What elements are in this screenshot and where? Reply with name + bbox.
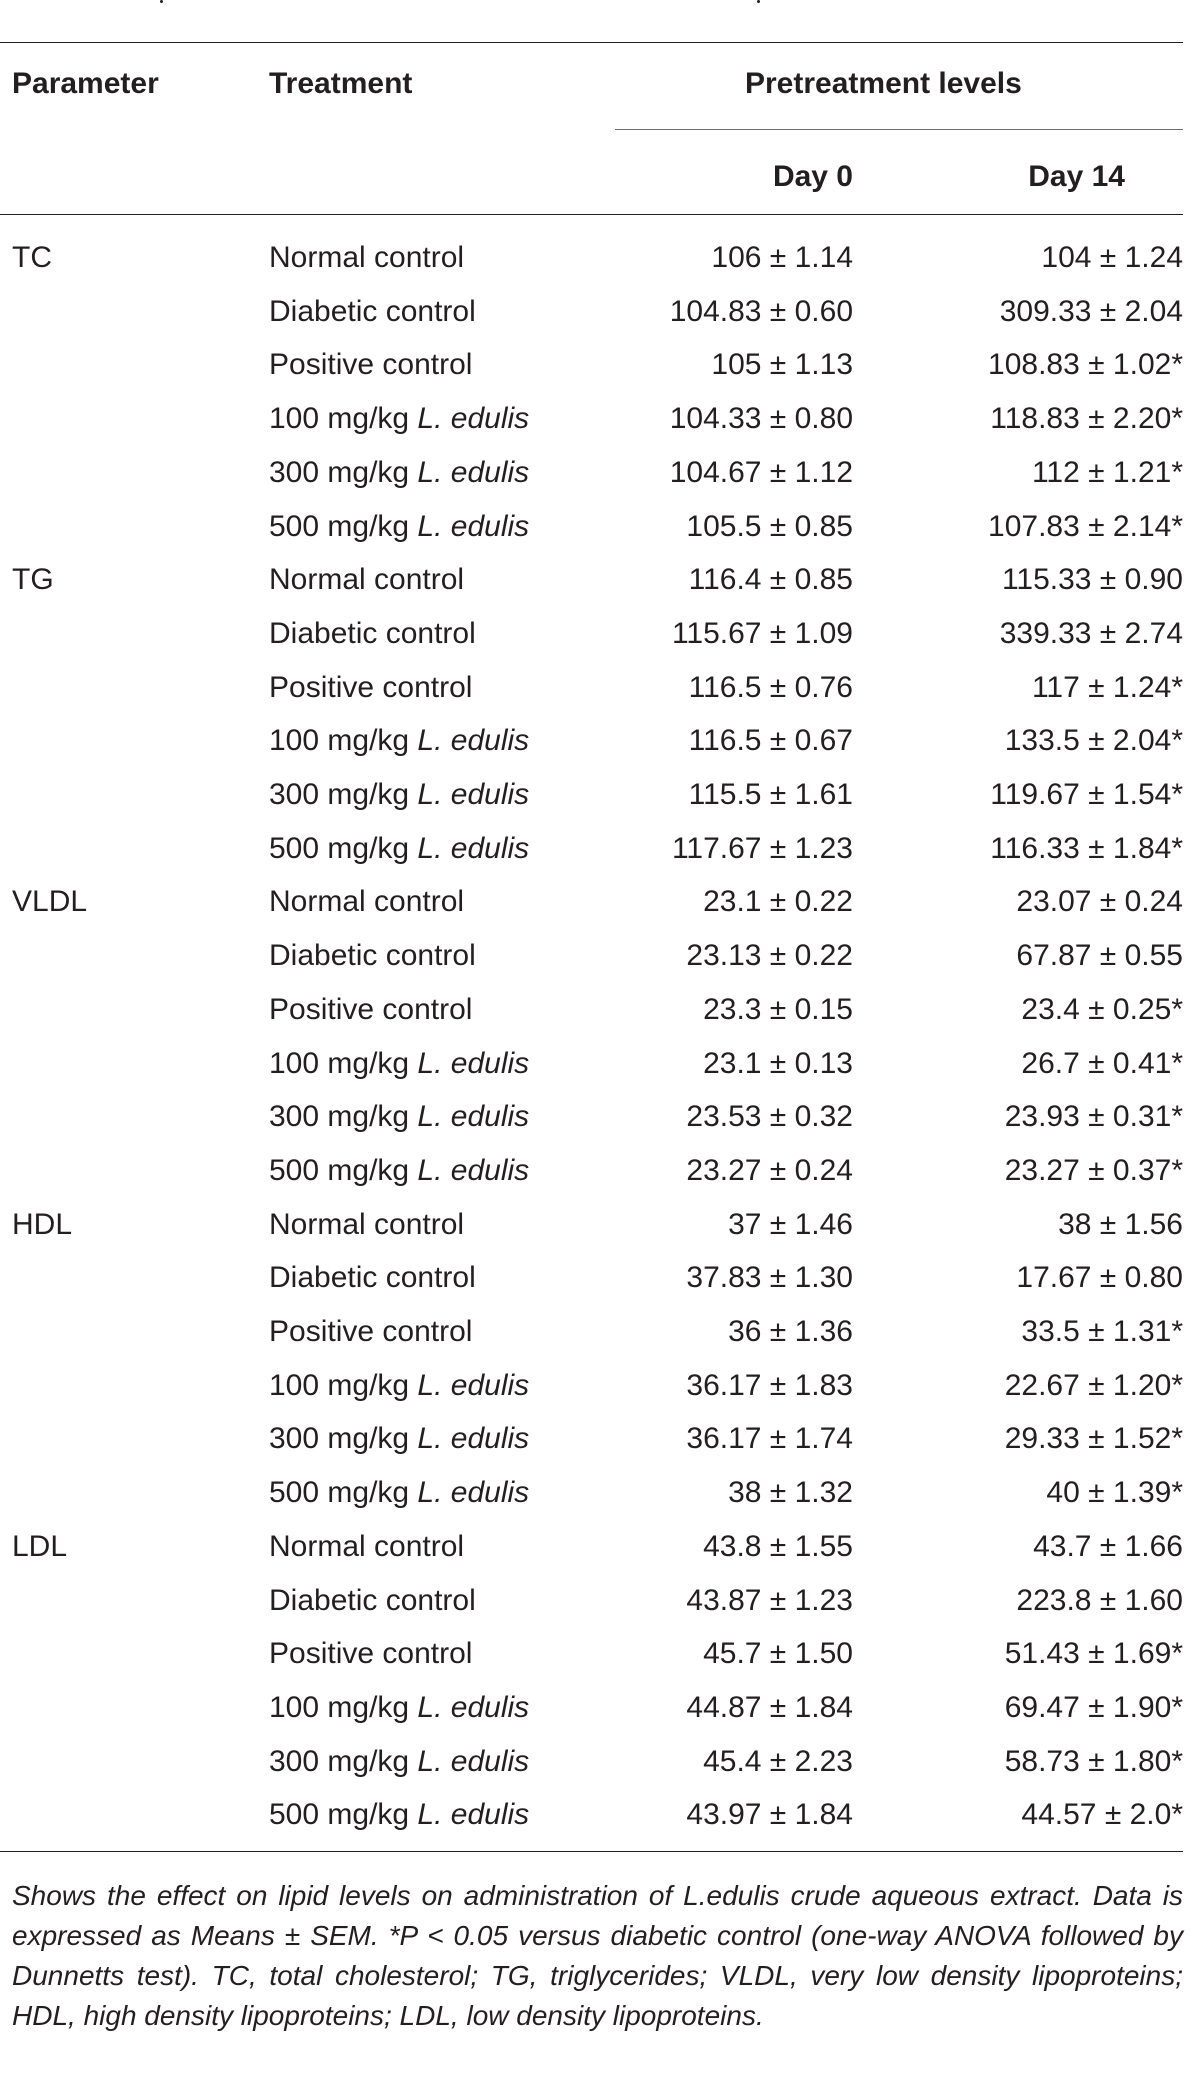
row-day14-value: 116.33 ± 1.84*	[990, 832, 1183, 865]
row-day0-value: 36.17 ± 1.74	[686, 1422, 853, 1455]
row-day14-value: 23.93 ± 0.31*	[1004, 1100, 1183, 1133]
row-day0-value: 23.1 ± 0.13	[703, 1047, 853, 1080]
row-day0-value: 43.87 ± 1.23	[686, 1584, 853, 1617]
header-day0: Day 0	[772, 160, 853, 193]
species-name: L. edulis	[417, 832, 530, 865]
treatment-label: 500 mg/kg	[269, 510, 418, 543]
treatment-label: Positive control	[269, 1637, 473, 1670]
row-day14-value: 23.27 ± 0.37*	[1004, 1154, 1183, 1187]
species-name: L. edulis	[417, 1691, 530, 1724]
treatment-label: Normal control	[269, 1208, 465, 1241]
row-day14-value: 33.5 ± 1.31*	[1021, 1315, 1183, 1348]
row-parameter: LDL	[12, 1530, 68, 1563]
row-day0-value: 38 ± 1.32	[728, 1476, 853, 1509]
row-treatment	[269, 1210, 464, 1240]
row-treatment	[269, 887, 464, 917]
row-day14-value: 69.47 ± 1.90*	[1004, 1691, 1183, 1724]
row-day14-value: 29.33 ± 1.52*	[1004, 1422, 1183, 1455]
treatment-label: 500 mg/kg	[269, 1154, 418, 1187]
row-day14-value: 44.57 ± 2.0*	[1021, 1798, 1183, 1831]
species-name: L. edulis	[417, 1047, 530, 1080]
row-day14-value: 223.8 ± 1.60	[1016, 1584, 1183, 1617]
row-day0-value: 44.87 ± 1.84	[686, 1691, 853, 1724]
row-treatment	[269, 565, 464, 595]
row-day0-value: 23.27 ± 0.24	[686, 1154, 853, 1187]
row-day14-value: 104 ± 1.24	[1041, 241, 1183, 274]
row-day0-value: 116.5 ± 0.67	[688, 724, 853, 757]
row-day14-value: 26.7 ± 0.41*	[1021, 1047, 1183, 1080]
footnote-text: Shows the effect on lipid levels on administration of L.edulis crude aqueous extract. Data is expressed as Means ± SEM. *P < 0.05 versus diabetic control (one-way ANOVA followed by Dunnetts test). TC, total cholesterol; TG, triglycerides; VLDL, very low density lipoproteins; HDL, high density lipoproteins; LDL, low density lipoproteins.	[12, 1880, 1183, 2031]
row-treatment	[269, 1800, 529, 1830]
species-name: L. edulis	[417, 510, 530, 543]
row-day14-value: 339.33 ± 2.74	[999, 617, 1183, 650]
treatment-label: 500 mg/kg	[269, 1798, 418, 1831]
row-day0-value: 116.5 ± 0.76	[688, 671, 853, 704]
treatment-label: Positive control	[269, 993, 473, 1026]
treatment-label: Diabetic control	[269, 939, 476, 972]
row-day0-value: 43.8 ± 1.55	[703, 1530, 853, 1563]
row-day0-value: 45.4 ± 2.23	[703, 1745, 853, 1778]
row-day14-value: 43.7 ± 1.66	[1033, 1530, 1183, 1563]
row-day0-value: 36.17 ± 1.83	[686, 1369, 853, 1402]
row-treatment	[269, 995, 472, 1025]
species-name: L. edulis	[417, 456, 530, 489]
treatment-label: Normal control	[269, 1530, 465, 1563]
row-day14-value: 118.83 ± 2.20*	[990, 402, 1183, 435]
treatment-label: Normal control	[269, 885, 465, 918]
row-day14-value: 23.4 ± 0.25*	[1021, 993, 1183, 1026]
group-rule	[615, 129, 1183, 130]
species-name: L. edulis	[417, 402, 530, 435]
row-day14-value: 67.87 ± 0.55	[1016, 939, 1183, 972]
treatment-label: 300 mg/kg	[269, 1745, 418, 1778]
row-treatment	[269, 1532, 464, 1562]
stray-mark	[160, 0, 163, 3]
row-day14-value: 51.43 ± 1.69*	[1004, 1637, 1183, 1670]
row-treatment	[269, 1156, 529, 1186]
row-day0-value: 115.5 ± 1.61	[688, 778, 853, 811]
row-day0-value: 36 ± 1.36	[728, 1315, 853, 1348]
row-parameter: TC	[12, 241, 52, 274]
row-treatment	[269, 726, 529, 756]
row-treatment	[269, 458, 529, 488]
row-day0-value: 37 ± 1.46	[728, 1208, 853, 1241]
header-rule	[0, 214, 1183, 215]
species-name: L. edulis	[417, 1745, 530, 1778]
row-day14-value: 22.67 ± 1.20*	[1004, 1369, 1183, 1402]
row-day14-value: 38 ± 1.56	[1058, 1208, 1183, 1241]
row-parameter: TG	[12, 563, 54, 596]
treatment-label: Normal control	[269, 241, 465, 274]
species-name: L. edulis	[417, 778, 530, 811]
row-day0-value: 104.67 ± 1.12	[669, 456, 853, 489]
row-treatment	[269, 1317, 472, 1347]
row-day0-value: 23.3 ± 0.15	[703, 993, 853, 1026]
species-name: L. edulis	[417, 1154, 530, 1187]
treatment-label: Diabetic control	[269, 1584, 476, 1617]
row-treatment	[269, 780, 529, 810]
row-treatment	[269, 512, 529, 542]
row-treatment	[269, 297, 476, 327]
row-treatment	[269, 1478, 529, 1508]
row-day14-value: 133.5 ± 2.04*	[1004, 724, 1183, 757]
treatment-label: Diabetic control	[269, 1261, 476, 1294]
species-name: L. edulis	[417, 1422, 530, 1455]
row-treatment	[269, 404, 529, 434]
treatment-label: 100 mg/kg	[269, 1047, 418, 1080]
row-day14-value: 108.83 ± 1.02*	[988, 348, 1183, 381]
row-treatment	[269, 1263, 476, 1293]
treatment-label: 100 mg/kg	[269, 402, 418, 435]
row-day0-value: 105 ± 1.13	[711, 348, 853, 381]
stray-mark	[757, 0, 760, 3]
row-day14-value: 40 ± 1.39*	[1046, 1476, 1183, 1509]
treatment-label: 300 mg/kg	[269, 1100, 418, 1133]
row-day14-value: 112 ± 1.21*	[1031, 456, 1183, 489]
treatment-label: Diabetic control	[269, 295, 476, 328]
treatment-label: 300 mg/kg	[269, 778, 418, 811]
row-day0-value: 37.83 ± 1.30	[686, 1261, 853, 1294]
treatment-label: Positive control	[269, 348, 473, 381]
row-treatment	[269, 941, 476, 971]
row-day14-value: 58.73 ± 1.80*	[1004, 1745, 1183, 1778]
species-name: L. edulis	[417, 1476, 530, 1509]
row-day14-value: 17.67 ± 0.80	[1016, 1261, 1183, 1294]
row-treatment	[269, 1586, 476, 1616]
row-treatment	[269, 1371, 529, 1401]
species-name: L. edulis	[417, 724, 530, 757]
row-day0-value: 23.13 ± 0.22	[686, 939, 853, 972]
row-day0-value: 23.1 ± 0.22	[703, 885, 853, 918]
row-day0-value: 104.83 ± 0.60	[669, 295, 853, 328]
species-name: L. edulis	[417, 1369, 530, 1402]
treatment-label: Diabetic control	[269, 617, 476, 650]
row-day14-value: 107.83 ± 2.14*	[988, 510, 1183, 543]
header-day14: Day 14	[1028, 160, 1125, 193]
row-day14-value: 115.33 ± 0.90	[1001, 563, 1183, 596]
treatment-label: 100 mg/kg	[269, 724, 418, 757]
species-name: L. edulis	[417, 1100, 530, 1133]
row-day0-value: 43.97 ± 1.84	[686, 1798, 853, 1831]
row-treatment	[269, 243, 464, 273]
row-day14-value: 309.33 ± 2.04	[999, 295, 1183, 328]
row-treatment	[269, 1049, 529, 1079]
row-parameter: VLDL	[12, 885, 88, 918]
row-treatment	[269, 1693, 529, 1723]
treatment-label: 500 mg/kg	[269, 832, 418, 865]
row-day0-value: 106 ± 1.14	[711, 241, 853, 274]
row-day0-value: 116.4 ± 0.85	[688, 563, 853, 596]
species-name: L. edulis	[417, 1798, 530, 1831]
treatment-label: 100 mg/kg	[269, 1369, 418, 1402]
row-treatment	[269, 619, 476, 649]
row-treatment	[269, 1424, 529, 1454]
row-day0-value: 45.7 ± 1.50	[703, 1637, 853, 1670]
table-footnote	[12, 1876, 1183, 2036]
treatment-label: 100 mg/kg	[269, 1691, 418, 1724]
row-day14-value: 117 ± 1.24*	[1031, 671, 1183, 704]
treatment-label: Positive control	[269, 671, 473, 704]
row-day0-value: 23.53 ± 0.32	[686, 1100, 853, 1133]
treatment-label: Normal control	[269, 563, 465, 596]
treatment-label: 500 mg/kg	[269, 1476, 418, 1509]
treatment-label: 300 mg/kg	[269, 456, 418, 489]
treatment-label: 300 mg/kg	[269, 1422, 418, 1455]
row-day0-value: 117.67 ± 1.23	[671, 832, 853, 865]
header-treatment: Treatment	[269, 67, 413, 100]
row-treatment	[269, 834, 529, 864]
row-treatment	[269, 1639, 472, 1669]
top-rule	[0, 42, 1183, 43]
header-pretreatment-levels: Pretreatment levels	[745, 67, 1022, 100]
row-treatment	[269, 1747, 529, 1777]
row-treatment	[269, 1102, 529, 1132]
treatment-label: Positive control	[269, 1315, 473, 1348]
row-day0-value: 115.67 ± 1.09	[671, 617, 853, 650]
row-day14-value: 23.07 ± 0.24	[1016, 885, 1183, 918]
row-parameter: HDL	[12, 1208, 73, 1241]
row-treatment	[269, 673, 472, 703]
row-day14-value: 119.67 ± 1.54*	[990, 778, 1183, 811]
row-treatment	[269, 350, 472, 380]
header-parameter: Parameter	[12, 67, 159, 100]
row-day0-value: 105.5 ± 0.85	[686, 510, 853, 543]
row-day0-value: 104.33 ± 0.80	[669, 402, 853, 435]
bottom-rule	[0, 1851, 1183, 1852]
